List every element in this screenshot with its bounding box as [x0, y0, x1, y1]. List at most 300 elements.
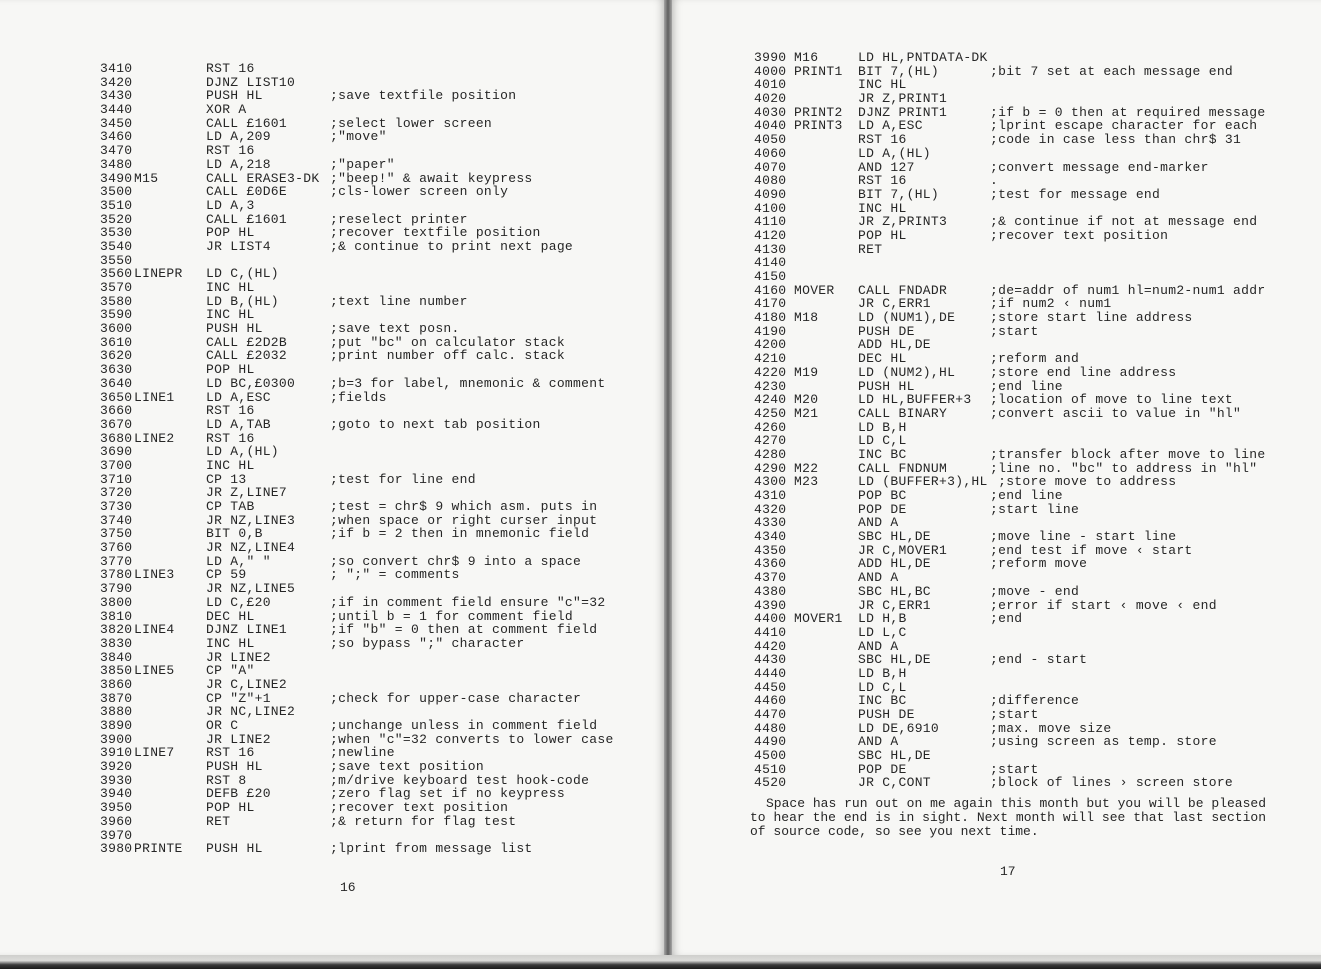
line-instruction: POP HL — [206, 225, 255, 241]
line-instruction: JR C,LINE2 — [206, 676, 288, 692]
line-number: 4060 — [754, 145, 787, 161]
line-instruction: PUSH DE — [858, 323, 915, 339]
line-instruction: BIT 0,B — [206, 526, 263, 542]
line-comment: ;reform move — [990, 556, 1088, 572]
line-comment: ;test for line end — [330, 471, 476, 487]
line-number: 4410 — [754, 624, 787, 640]
line-label: MOVER — [794, 282, 835, 298]
line-comment: ;end test if move ‹ start — [990, 542, 1193, 558]
line-number: 3500 — [100, 184, 133, 200]
line-instruction: CP "A" — [206, 663, 255, 679]
line-instruction: JR NZ,LINE4 — [206, 540, 296, 556]
line-number: 4450 — [754, 679, 787, 695]
line-number: 4470 — [754, 707, 787, 722]
left-page — [0, 0, 664, 955]
line-comment: ;select lower screen — [330, 115, 493, 131]
line-number: 3970 — [100, 827, 133, 843]
line-number: 3910 — [100, 745, 133, 761]
line-instruction: LD A," " — [206, 553, 271, 569]
line-comment: ;if "b" = 0 then at comment field — [330, 622, 598, 638]
line-comment: ;save text position — [330, 759, 484, 775]
line-number: 4280 — [754, 446, 787, 462]
line-comment: ;test for message end — [990, 186, 1161, 202]
line-number: 4040 — [754, 118, 787, 134]
line-label: M21 — [794, 405, 819, 421]
line-number: 4200 — [754, 337, 787, 353]
line-instruction: JR NZ,LINE5 — [206, 581, 296, 597]
line-instruction: LD B,(HL) — [206, 293, 279, 309]
line-comment: ;end line — [990, 378, 1063, 394]
line-number: 4050 — [754, 132, 787, 148]
line-instruction: CALL £1601 — [206, 211, 288, 227]
line-instruction: LD B,H — [858, 665, 907, 681]
line-comment: ;fields — [330, 389, 387, 405]
line-instruction: AND A — [858, 515, 899, 531]
line-number: 4520 — [754, 775, 787, 791]
line-comment: ;reform and — [990, 351, 1080, 367]
line-instruction: LD A,209 — [206, 129, 271, 145]
line-instruction: RST 16 — [206, 403, 255, 419]
line-comment: ;test = chr$ 9 which asm. puts in — [330, 499, 598, 514]
line-comment: ;"beep!" & await keypress — [330, 170, 533, 186]
line-number: 4080 — [754, 173, 787, 189]
line-instruction: PUSH HL — [206, 841, 263, 857]
line-comment: ;goto to next tab position — [330, 416, 541, 432]
line-number: 3470 — [100, 143, 133, 159]
line-instruction: CP TAB — [206, 499, 255, 514]
line-comment: ;store move to address — [990, 474, 1177, 490]
line-number: 3840 — [100, 649, 133, 665]
line-comment: ;code in case less than chr$ 31 — [990, 132, 1242, 148]
line-label: PRINT3 — [794, 118, 843, 134]
line-instruction: JR C,ERR1 — [858, 597, 931, 613]
line-number: 3880 — [100, 704, 133, 720]
line-instruction: POP HL — [206, 362, 255, 378]
line-number: 3560 — [100, 266, 133, 282]
line-number: 3510 — [100, 197, 133, 213]
line-instruction: POP HL — [206, 800, 255, 816]
line-number: 3820 — [100, 622, 133, 638]
line-number: 4340 — [754, 529, 787, 545]
line-comment: ;until b = 1 for comment field — [330, 608, 574, 624]
line-number: 4130 — [754, 241, 787, 257]
line-instruction: LD (NUM1),DE — [858, 310, 956, 326]
line-number: 4300 — [754, 474, 787, 490]
closing-paragraph: Space has run out on me again this month but you will be pleased to hear the end is in sight. Next month will see that last section of source code, so see you next time. — [750, 796, 1266, 839]
line-number: 4190 — [754, 323, 787, 339]
line-instruction: LD H,B — [858, 611, 907, 627]
line-label: PRINT2 — [794, 104, 843, 120]
line-instruction: CALL FNDNUM — [858, 460, 948, 476]
line-number: 3610 — [100, 334, 133, 350]
line-number: 3540 — [100, 238, 133, 254]
line-number: 3990 — [754, 50, 787, 65]
line-number: 4110 — [754, 214, 787, 230]
line-label: M23 — [794, 474, 819, 490]
line-instruction: AND A — [858, 734, 899, 750]
line-instruction: PUSH HL — [206, 759, 263, 775]
line-instruction: DJNZ PRINT1 — [858, 104, 948, 120]
line-instruction: JR C,MOVER1 — [858, 542, 948, 558]
line-comment: ;& continue to print next page — [330, 238, 574, 254]
line-comment: ;if in comment field ensure "c"=32 — [330, 594, 606, 610]
line-instruction: AND 127 — [858, 159, 915, 175]
line-instruction: BIT 7,(HL) — [858, 186, 940, 202]
line-comment: ;reselect printer — [330, 211, 468, 227]
line-comment: ;store end line address — [990, 364, 1177, 380]
line-number: 3940 — [100, 786, 133, 802]
line-instruction: CALL £2D2B — [206, 334, 288, 350]
line-instruction: SBC HL,BC — [858, 583, 931, 599]
line-label: LINE1 — [134, 389, 175, 405]
line-label: M20 — [794, 392, 819, 408]
line-comment: ;"move" — [330, 129, 387, 145]
line-number: 3520 — [100, 211, 133, 227]
line-comment: ;move line - start line — [990, 529, 1177, 545]
line-label: MOVER1 — [794, 611, 843, 627]
line-comment: ; ";" = comments — [330, 567, 460, 583]
line-number: 3640 — [100, 375, 133, 391]
line-comment: ;start — [990, 707, 1039, 722]
line-number: 4290 — [754, 460, 787, 476]
line-instruction: INC HL — [206, 457, 255, 473]
line-instruction: RST 16 — [206, 61, 255, 76]
line-instruction: LD DE,6910 — [858, 720, 940, 736]
line-instruction: LD A,ESC — [206, 389, 271, 405]
line-number: 3710 — [100, 471, 133, 487]
line-number: 4400 — [754, 611, 787, 627]
line-number: 3700 — [100, 457, 133, 473]
line-number: 3660 — [100, 403, 133, 419]
line-label: LINE7 — [134, 745, 175, 761]
line-number: 3980 — [100, 841, 133, 857]
line-number: 4140 — [754, 255, 787, 271]
line-number: 4490 — [754, 734, 787, 750]
line-number: 3810 — [100, 608, 133, 624]
line-number: 4240 — [754, 392, 787, 408]
line-instruction: INC BC — [858, 693, 907, 709]
line-instruction: JR LIST4 — [206, 238, 271, 254]
line-instruction: AND A — [858, 570, 899, 586]
line-instruction: LD BC,£0300 — [206, 375, 296, 391]
line-instruction: ADD HL,DE — [858, 337, 931, 353]
line-comment: ;recover text position — [330, 800, 509, 816]
line-comment: ;m/drive keyboard test hook-code — [330, 772, 590, 788]
line-instruction: INC HL — [206, 635, 255, 651]
line-comment: ;put "bc" on calculator stack — [330, 334, 565, 350]
line-instruction: DEFB £20 — [206, 786, 271, 802]
line-instruction: ADD HL,DE — [858, 556, 931, 572]
line-instruction: CALL £1601 — [206, 115, 288, 131]
line-label: M18 — [794, 310, 819, 326]
line-instruction: LD A,TAB — [206, 416, 271, 432]
line-number: 3860 — [100, 676, 133, 692]
line-label: M22 — [794, 460, 819, 476]
line-number: 3450 — [100, 115, 133, 131]
line-instruction: JR NZ,LINE3 — [206, 512, 296, 528]
line-comment: ;max. move size — [990, 720, 1112, 736]
line-number: 4270 — [754, 433, 787, 449]
line-instruction: BIT 7,(HL) — [858, 63, 940, 79]
line-number: 3960 — [100, 813, 133, 829]
line-instruction: JR LINE2 — [206, 649, 271, 665]
line-number: 4160 — [754, 282, 787, 298]
line-number: 4100 — [754, 200, 787, 216]
line-comment: ;move - end — [990, 583, 1080, 599]
line-number: 3590 — [100, 307, 133, 323]
line-comment: ;check for upper-case character — [330, 690, 582, 706]
line-instruction: LD A,(HL) — [858, 145, 931, 161]
line-number: 3490 — [100, 170, 133, 186]
line-number: 4320 — [754, 501, 787, 517]
line-comment: ;lprint escape character for each — [990, 118, 1258, 134]
line-number: 3410 — [100, 61, 133, 76]
line-instruction: LD HL,BUFFER+3 — [858, 392, 972, 408]
line-comment: ;so bypass ";" character — [330, 635, 525, 651]
line-number: 3740 — [100, 512, 133, 528]
line-label: PRINT1 — [794, 63, 843, 79]
line-label: LINE5 — [134, 663, 175, 679]
line-number: 4510 — [754, 761, 787, 777]
line-instruction: SBC HL,DE — [858, 748, 931, 764]
line-comment: ;start — [990, 323, 1039, 339]
line-instruction: PUSH DE — [858, 707, 915, 722]
line-number: 3580 — [100, 293, 133, 309]
line-number: 4250 — [754, 405, 787, 421]
line-instruction: JR C,CONT — [858, 775, 931, 791]
line-number: 3530 — [100, 225, 133, 241]
line-comment: ;so convert chr$ 9 into a space — [330, 553, 582, 569]
line-instruction: POP BC — [858, 488, 907, 503]
line-instruction: LD HL,PNTDATA-DK — [858, 50, 988, 65]
line-number: 3770 — [100, 553, 133, 569]
line-instruction: CALL FNDADR — [858, 282, 948, 298]
line-number: 4380 — [754, 583, 787, 599]
line-instruction: LD C,£20 — [206, 594, 271, 610]
line-instruction: LD C,(HL) — [206, 266, 279, 282]
line-instruction: PUSH HL — [206, 321, 263, 337]
line-number: 3930 — [100, 772, 133, 788]
line-comment: ;error if start ‹ move ‹ end — [990, 597, 1217, 613]
line-label: LINE4 — [134, 622, 175, 638]
line-number: 4360 — [754, 556, 787, 572]
line-number: 3870 — [100, 690, 133, 706]
line-instruction: INC HL — [858, 77, 907, 93]
line-number: 4120 — [754, 227, 787, 243]
line-instruction: JR LINE2 — [206, 731, 271, 747]
line-number: 3800 — [100, 594, 133, 610]
line-instruction: CP 59 — [206, 567, 247, 583]
line-instruction: AND A — [858, 638, 899, 654]
line-number: 4330 — [754, 515, 787, 531]
line-label: M16 — [794, 50, 819, 65]
line-number: 3720 — [100, 485, 133, 501]
line-number: 3920 — [100, 759, 133, 775]
line-comment: ;if num2 ‹ num1 — [990, 296, 1112, 312]
line-comment: ;zero flag set if no keypress — [330, 786, 565, 802]
line-number: 3570 — [100, 280, 133, 295]
book-spine — [664, 0, 672, 955]
line-comment: ;if b = 0 then at required message — [990, 104, 1266, 120]
line-instruction: LD A,(HL) — [206, 444, 279, 460]
line-number: 3670 — [100, 416, 133, 432]
line-comment: ;location of move to line text — [990, 392, 1234, 408]
line-comment: ;store start line address — [990, 310, 1193, 326]
line-number: 3460 — [100, 129, 133, 145]
line-comment: . — [990, 173, 999, 189]
line-number: 3850 — [100, 663, 133, 679]
line-label: PRINTE — [134, 841, 183, 857]
line-instruction: XOR A — [206, 102, 247, 118]
line-instruction: JR Z,PRINT3 — [858, 214, 948, 230]
line-number: 4090 — [754, 186, 787, 202]
line-instruction: LD C,L — [858, 433, 907, 449]
line-instruction: INC BC — [858, 446, 907, 462]
line-number: 4010 — [754, 77, 787, 93]
line-instruction: POP HL — [858, 227, 907, 243]
line-number: 3790 — [100, 581, 133, 597]
line-comment: ;difference — [990, 693, 1080, 709]
line-instruction: INC HL — [206, 307, 255, 323]
line-instruction: SBC HL,DE — [858, 652, 931, 668]
line-number: 3950 — [100, 800, 133, 816]
line-instruction: RST 16 — [858, 173, 907, 189]
line-number: 4220 — [754, 364, 787, 380]
line-number: 3430 — [100, 88, 133, 104]
line-number: 3650 — [100, 389, 133, 405]
line-number: 4170 — [754, 296, 787, 312]
line-comment: ;if b = 2 then in mnemonic field — [330, 526, 590, 542]
line-number: 4370 — [754, 570, 787, 586]
line-instruction: LD A,218 — [206, 156, 271, 172]
line-comment: ;b=3 for label, mnemonic & comment — [330, 375, 606, 391]
line-comment: ;end line — [990, 488, 1063, 503]
line-number: 4210 — [754, 351, 787, 367]
line-instruction: LD L,C — [858, 624, 907, 640]
line-instruction: CP 13 — [206, 471, 247, 487]
line-instruction: CALL £2032 — [206, 348, 288, 364]
line-instruction: LD (BUFFER+3),HL — [858, 474, 988, 490]
line-comment: ;& return for flag test — [330, 813, 517, 829]
page-number-right: 17 — [1000, 864, 1016, 879]
line-comment: ;save text posn. — [330, 321, 460, 337]
line-comment: ;de=addr of num1 hl=num2-num1 addr — [990, 282, 1266, 298]
line-instruction: LD C,L — [858, 679, 907, 695]
line-instruction: DEC HL — [858, 351, 907, 367]
line-number: 4390 — [754, 597, 787, 613]
line-comment: ;start line — [990, 501, 1080, 517]
line-number: 3440 — [100, 102, 133, 118]
line-comment: ;block of lines › screen store — [990, 775, 1234, 791]
line-comment: ;unchange unless in comment field — [330, 718, 598, 733]
line-comment: ;end — [990, 611, 1023, 627]
line-comment: ;text line number — [330, 293, 468, 309]
line-comment: ;transfer block after move to line — [990, 446, 1266, 462]
line-instruction: POP DE — [858, 761, 907, 777]
line-number: 4430 — [754, 652, 787, 668]
line-comment: ;when space or right curser input — [330, 512, 598, 528]
line-number: 3600 — [100, 321, 133, 337]
line-comment: ;& continue if not at message end — [990, 214, 1258, 230]
line-number: 4070 — [754, 159, 787, 175]
line-label: LINE3 — [134, 567, 175, 583]
line-instruction: JR Z,LINE7 — [206, 485, 288, 501]
line-number: 4030 — [754, 104, 787, 120]
line-number: 3680 — [100, 430, 133, 446]
line-number: 3730 — [100, 499, 133, 514]
line-comment: ;lprint from message list — [330, 841, 533, 857]
right-page — [672, 0, 1321, 955]
line-instruction: PUSH HL — [858, 378, 915, 394]
line-instruction: POP DE — [858, 501, 907, 517]
line-instruction: LD A,3 — [206, 197, 255, 213]
line-number: 4350 — [754, 542, 787, 558]
line-instruction: JR Z,PRINT1 — [858, 91, 948, 107]
line-comment: ;end - start — [990, 652, 1088, 668]
line-instruction: LD A,ESC — [858, 118, 923, 134]
line-label: M15 — [134, 170, 159, 186]
line-number: 4500 — [754, 748, 787, 764]
line-instruction: RET — [206, 813, 231, 829]
line-instruction: OR C — [206, 718, 239, 733]
line-comment: ;convert ascii to value in "hl" — [990, 405, 1242, 421]
line-comment: ;line no. "bc" to address in "hl" — [990, 460, 1258, 476]
line-instruction: JR C,ERR1 — [858, 296, 931, 312]
line-number: 3750 — [100, 526, 133, 542]
line-number: 3690 — [100, 444, 133, 460]
line-instruction: DEC HL — [206, 608, 255, 624]
line-instruction: CP "Z"+1 — [206, 690, 271, 706]
line-number: 3890 — [100, 718, 133, 733]
line-instruction: DJNZ LIST10 — [206, 74, 296, 90]
line-label: LINEPR — [134, 266, 183, 282]
line-number: 4020 — [754, 91, 787, 107]
line-instruction: JR NC,LINE2 — [206, 704, 296, 720]
line-number: 3420 — [100, 74, 133, 90]
line-instruction: RST 16 — [858, 132, 907, 148]
line-number: 3760 — [100, 540, 133, 556]
line-comment: ;"paper" — [330, 156, 395, 172]
line-comment: ;convert message end-marker — [990, 159, 1209, 175]
line-comment: ;recover text position — [990, 227, 1169, 243]
line-comment: ;cls-lower screen only — [330, 184, 509, 200]
line-instruction: RST 16 — [206, 143, 255, 159]
line-comment: ;bit 7 set at each message end — [990, 63, 1234, 79]
line-instruction: CALL £0D6E — [206, 184, 288, 200]
line-comment: ;using screen as temp. store — [990, 734, 1217, 750]
line-number: 3630 — [100, 362, 133, 378]
line-number: 4150 — [754, 269, 787, 284]
line-number: 3900 — [100, 731, 133, 747]
line-instruction: SBC HL,DE — [858, 529, 931, 545]
line-number: 4460 — [754, 693, 787, 709]
line-instruction: INC HL — [858, 200, 907, 216]
page-number-left: 16 — [340, 880, 356, 895]
line-instruction: RST 16 — [206, 430, 255, 446]
line-instruction: RET — [858, 241, 883, 257]
line-number: 3550 — [100, 252, 133, 268]
line-comment: ;when "c"=32 converts to lower case — [330, 731, 614, 747]
line-label: M19 — [794, 364, 819, 380]
line-instruction: LD (NUM2),HL — [858, 364, 956, 380]
line-number: 4000 — [754, 63, 787, 79]
line-label: LINE2 — [134, 430, 175, 446]
line-number: 3780 — [100, 567, 133, 583]
line-instruction: INC HL — [206, 280, 255, 295]
line-instruction: CALL BINARY — [858, 405, 948, 421]
scan-bottom-edge — [0, 955, 1321, 969]
line-number: 4260 — [754, 419, 787, 435]
